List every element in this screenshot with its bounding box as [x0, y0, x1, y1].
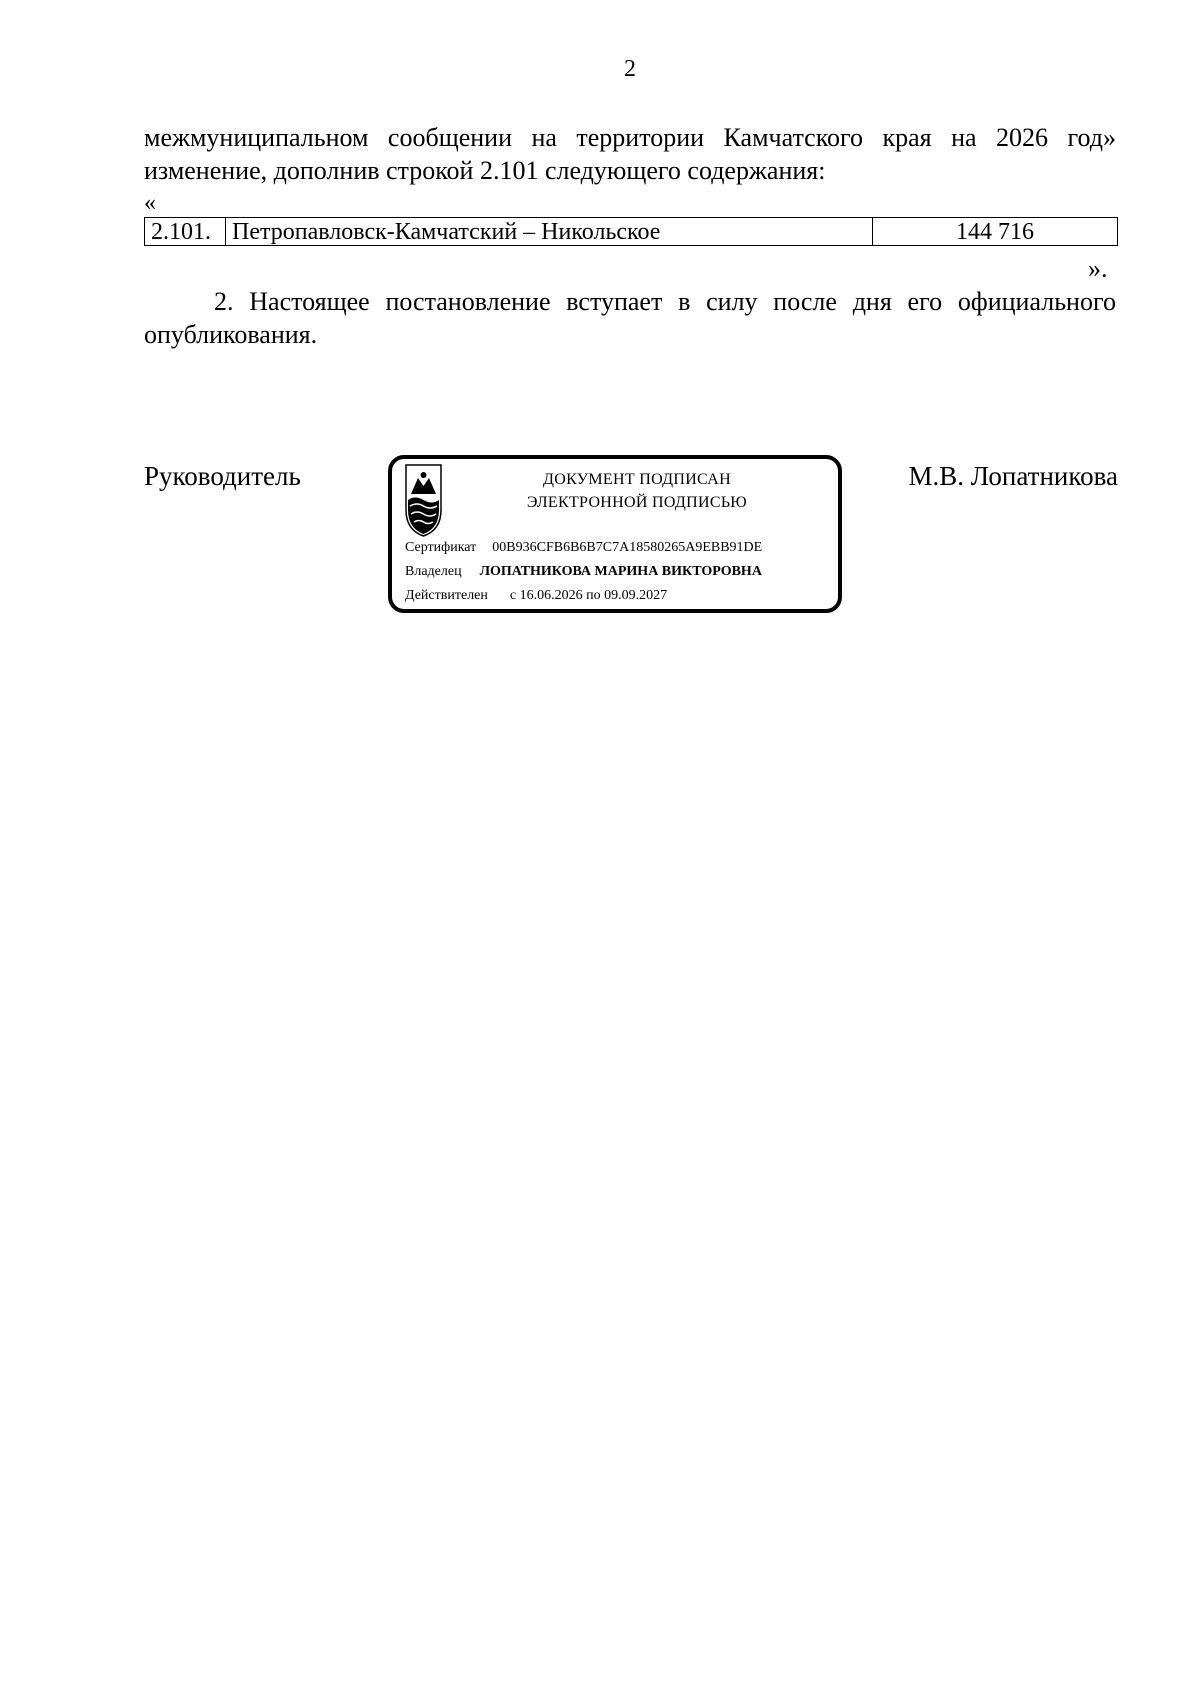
- route-name-cell: Петропавловск-Камчатский – Никольское: [226, 218, 873, 246]
- certificate-label: Сертификат: [405, 540, 477, 555]
- paragraph-effective-line2: опубликования.: [144, 320, 318, 349]
- validity-value: с 16.06.2026 по 09.09.2027: [509, 588, 668, 603]
- validity-label: Действителен: [405, 588, 488, 603]
- opening-quote: «: [144, 190, 156, 216]
- electronic-signature-stamp: [388, 455, 842, 613]
- page-number: 2: [624, 56, 636, 82]
- signer-name: М.В. Лопатникова: [908, 461, 1118, 491]
- signer-title: Руководитель: [144, 461, 301, 491]
- paragraph-amendment-line2: изменение, дополнив строкой 2.101 следующего содержания:: [144, 156, 826, 185]
- paragraph-effective-line1: 2. Настоящее постановление вступает в силу после дня его официального: [214, 287, 1116, 316]
- paragraph-amendment: [144, 121, 1116, 187]
- routes-table: [144, 217, 1118, 246]
- row-number-cell: 2.101.: [145, 218, 226, 246]
- stamp-owner-row: [405, 564, 762, 580]
- stamp-header-line2: ЭЛЕКТРОННОЙ ПОДПИСЬЮ: [526, 494, 748, 511]
- owner-label: Владелец: [405, 564, 462, 579]
- paragraph-effective-date: [144, 285, 1116, 351]
- kamchatka-coat-of-arms-icon: [405, 464, 442, 537]
- route-value-cell: 144 716: [873, 218, 1118, 246]
- closing-quote: ».: [1088, 254, 1108, 283]
- table-row: [145, 218, 1118, 246]
- stamp-validity-row: [405, 588, 667, 604]
- stamp-header-line1: ДОКУМЕНТ ПОДПИСАН: [543, 471, 731, 488]
- stamp-certificate-row: [405, 540, 762, 556]
- certificate-value: 00B936CFB6B6B7C7A18580265A9EBB91DE: [492, 540, 763, 555]
- paragraph-amendment-line1: межмуниципальном сообщении на территории Камчатского края на 2026 год»: [144, 123, 1116, 152]
- owner-value: ЛОПАТНИКОВА МАРИНА ВИКТОРОВНА: [479, 564, 762, 579]
